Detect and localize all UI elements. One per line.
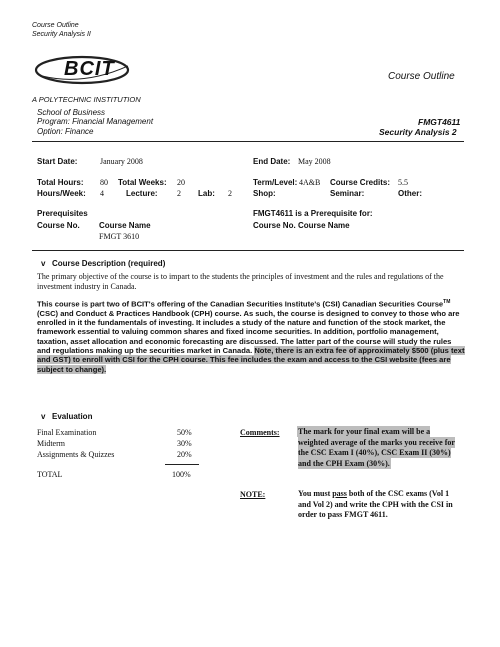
description-body-text-a: This course is part two of BCIT's offering of the Canadian Securities Institute's (CSI) Canadian Securities Course (37, 299, 444, 309)
shop-label: Shop: (253, 189, 276, 198)
eval-row-value: 30% (177, 439, 192, 448)
total-rule (165, 464, 199, 465)
eval-total-label: TOTAL (37, 470, 63, 479)
evaluation-heading: Evaluation (52, 412, 93, 421)
comments-label: Comments: (240, 428, 280, 437)
running-header-subtitle: Security Analysis II (32, 31, 91, 38)
end-date-label: End Date: (253, 157, 291, 166)
total-hours-label: Total Hours: (37, 178, 84, 187)
logo-wordmark: BCIT (64, 58, 115, 80)
eval-row-label: Midterm (37, 439, 65, 448)
comments-highlight: The mark for your final exam will be a weighted average of the marks you receive for the CSC Exam I (40%), CSC Exam II (30%) and the CPH Exam (30%). (298, 427, 455, 468)
course-code: FMGT4611 (418, 117, 461, 127)
eval-row-value: 50% (177, 428, 192, 437)
term-level-value: 4A&B (299, 178, 321, 187)
total-hours-value: 80 (100, 178, 108, 187)
prereq-col-course-name: Course Name (99, 221, 151, 230)
prereq-col-course-no: Course No. (37, 221, 80, 230)
note-pass-emphasis: pass (332, 489, 347, 498)
course-credits-label: Course Credits: (330, 178, 391, 187)
term-level-label: Term/Level: (253, 178, 298, 187)
school-name: School of Business (37, 108, 106, 117)
lecture-label: Lecture: (126, 189, 158, 198)
note-label: NOTE: (240, 490, 266, 499)
seminar-label: Seminar: (330, 189, 365, 198)
option-name: Option: Finance (37, 127, 94, 136)
prerequisites-heading: Prerequisites (37, 209, 88, 218)
note-text-b: both of the CSC exams (Vol 1 and Vol 2) and write the CPH with the CSI in order to pass FMGT 4611. (298, 489, 453, 519)
eval-row-value: 20% (177, 450, 192, 459)
total-weeks-value: 20 (177, 178, 185, 187)
hours-week-value: 4 (100, 189, 104, 198)
note-text-a: You must (298, 489, 333, 498)
total-weeks-label: Total Weeks: (118, 178, 167, 187)
start-date-value: January 2008 (100, 157, 143, 166)
prereq-course-no-value: FMGT 3610 (99, 232, 140, 241)
logo-tagline: A POLYTECHNIC INSTITUTION (32, 95, 141, 104)
divider (32, 141, 464, 142)
course-credits-value: 5.5 (398, 178, 408, 187)
eval-total-value: 100% (172, 470, 191, 479)
lecture-value: 2 (177, 189, 181, 198)
prereq-for-col-course-no: Course No. (253, 221, 296, 230)
lab-label: Lab: (198, 189, 215, 198)
prereq-for-heading: FMGT4611 is a Prerequisite for: (253, 209, 373, 218)
other-label: Other: (398, 189, 422, 198)
bcit-logo (34, 52, 132, 92)
end-date-value: May 2008 (298, 157, 331, 166)
comments-text (298, 427, 456, 469)
description-intro: The primary objective of the course is to impart to the students the principles of investment and the rules and regulations of the investment industry in Canada. (37, 272, 444, 291)
description-heading: Course Description (required) (52, 259, 166, 268)
start-date-label: Start Date: (37, 157, 78, 166)
eval-row-label: Final Examination (37, 428, 97, 437)
running-header-title: Course Outline (32, 22, 79, 29)
course-title: Security Analysis 2 (379, 127, 457, 137)
note-text (298, 489, 456, 521)
eval-row-label: Assignments & Quizzes (37, 450, 115, 459)
trademark-mark: TM (443, 299, 451, 305)
description-body-text-b: (CSC) and Conduct & Practices Handbook (CPH) course. As such, the course is designed to convey to those who are enrolled in it the fundamentals of investing. It includes a study of the nature and function of the stock market, the framework essential to valuing common shares and fixed income securities. In addition, portfolio management, taxation, asset allocation and economic forecasting are discussed. The latter part of the course will study the rules and regulations making up the securities market in Canada. (37, 308, 460, 356)
prereq-for-col-course-name: Course Name (298, 221, 350, 230)
doc-type: Course Outline (388, 71, 455, 82)
description-bullet-icon: v (41, 259, 46, 268)
description-body (37, 298, 465, 374)
program-name: Program: Financial Management (37, 117, 154, 126)
divider (32, 250, 464, 251)
lab-value: 2 (228, 189, 232, 198)
description-fee-note: Note, there is an extra fee of approximately $500 (plus text and GST) to enroll with CSI for the CPH course. This fee includes the exam and access to the CSI website (fees are subject to change). (37, 346, 465, 374)
hours-week-label: Hours/Week: (37, 189, 86, 198)
evaluation-bullet-icon: v (41, 412, 46, 421)
